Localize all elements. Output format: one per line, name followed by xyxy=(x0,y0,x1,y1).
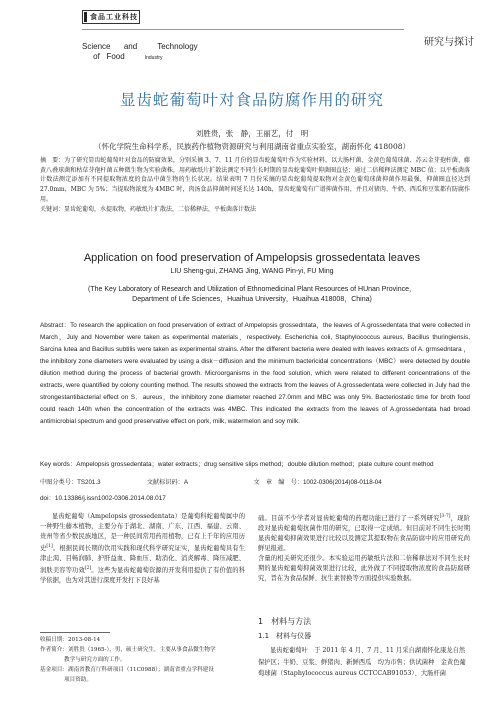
affiliation: （怀化学院生命科学系，民族药作植物资源研究与利用湖南省重点实验室，湖南怀化 418008） xyxy=(93,142,410,151)
paper-title: 显齿蛇葡萄叶对食品防腐作用的研究 xyxy=(119,91,384,109)
english-title: Application on food preservation of Ampelopsis grossedentata leaves xyxy=(83,252,421,264)
body-left-column: 显齿蛇葡萄（Ampelopsis grossedentata）是葡萄科蛇葡萄属中的一种野生藤本植物，主要分布于湖北、湖南、广东、江西、福建、云南、贵州等省少数民族地区，是一种民间常用药用植物，已有上千年的应用历史[1]。根据民间长期的饮用实践和现代科学研究证实，显齿蛇葡萄具有生津止渴、目畅润肺、护肝益血、降血压、助消化、消炎解毒、降压减肥、润肤美容等功效[2]。这些为显齿蛇葡萄资源的开发利用提供了有价值的科学依据，也为对其进行深度开发打下良好基 xyxy=(40,513,246,585)
footnote: 收稿日期：2013-08-14 作者简介：刘胜贵（1965-），男，硕士研究生，主要从事食品微生物学 教学与研究方面的工作。 基金项目：湖南省教育厅科研项目（11C0988）；湖南省重点学科建设 项目资助。 xyxy=(40,637,216,683)
section-heading-1-1: 1.1 材料与仪器 xyxy=(258,632,312,640)
doi: doi：10.13386/j.issn1002-0306.2014.08.017 xyxy=(40,495,166,502)
classification-meta: 中图分类号：TS201.3 文献标识码：A 文 章 编 号：1002-0306(2014)08-0118-04 xyxy=(40,479,382,486)
abstract-cn xyxy=(40,156,470,214)
header-rule xyxy=(82,29,404,30)
section-label: 研究与探讨 xyxy=(424,37,474,48)
abstract-cn-text: 摘 要：为了研究显齿蛇葡萄叶对食品的防腐效果，分别采摘 3、7、11 月份的显齿蛇葡萄叶作为实验材料，以大肠杆菌、金黄色葡萄球菌、苏云金芽孢杆菌、藤黄八叠球菌和枯草芽孢杆菌五种微生物为实验菌株，用药敏纸片扩散法测定不同生长时期的显齿蛇葡萄叶抑菌圈直径；通过二倍稀释法测定 MBC 值；以平板菌落计数法测定添加有不同提取物浓度的食品中菌生物的生长状况。结果表明 7 月份采摘的显齿蛇葡萄提取物对金黄色葡萄球菌抑菌作用最强，抑菌圈直径达到 27.0mm，MBC 为 5%；当提取物浓度为 4MBC 时，肉汤食品抑菌时间延长达 140h，显齿蛇葡萄有广谱抑菌作用，并且对猪肉、牛奶、西瓜和豆浆都有防腐作用。 xyxy=(40,157,470,203)
journal-name-en: Science and Technology of Food Industry xyxy=(82,42,198,61)
authors: 刘胜贵，张 静，王丽艺，付 明 xyxy=(195,129,309,138)
keywords-cn: 关键词：显齿蛇葡萄，水提取物，药敏纸片扩散法，二倍稀释法，平板菌落计数法 xyxy=(40,205,257,213)
footnote-rule xyxy=(40,632,110,633)
keywords-en: Key words：Ampelopsis grossedentata；water extracts；drug sensitive slips method；double dilution method；plate culture count method xyxy=(40,461,434,468)
journal-logo-text: 食品工业科技 xyxy=(90,13,138,21)
english-authors: LIU Sheng-gui, ZHANG Jing, WANG Pin-yi, FU Ming xyxy=(170,268,334,275)
body-right-column: 础。目前不少学者对显齿蛇葡萄的药理功能已进行了一系列研究[3-7]，现阶段对显齿蛇葡萄抗菌作用的研究，已取得一定成绩。但目前对不同生长时期显齿蛇葡萄抑菌效果进行比较以及测定其提取物在食品防腐中的应用研究尚鲜见报道。 含量的相关研究还很少。本实验运用药敏纸片法和二倍稀释法对不同生长时期的显齿蛇葡萄抑菌效果进行比较，此外做了不同提取物浓度的食品防腐研究，旨在为食品保鲜、抗生素替换等方面提供实验数据。 xyxy=(258,514,471,583)
section-heading-1: 1 材料与方法 xyxy=(258,617,312,626)
journal-logo xyxy=(82,10,140,24)
english-affiliation: (The Key Laboratory of Research and Utilization of Ethnomedicinal Plant Resources of HUnan Province， Department of Life Sciences，Huaihua University，Huaihua 418008，China) xyxy=(88,286,416,303)
section-1-1-text: 显齿蛇葡萄叶 于 2011 年 4 月、7 月、11 月采自湖南怀化康龙自然保护区；牛奶、豆浆、鲜猪肉、新鲜西瓜 均为市售；供试菌种 金黄色葡萄球菌（Staphylococcus aureus CCTCCAB91053）、大肠杆菌 xyxy=(258,647,466,677)
abstract-en: Abstract：To research the application on food preservation of extract of Ampelopsis grossedntata，the leaves of A.grossedentata that were collected in March，July and November were taken as experimental materials，respectively. Escherichia coli, Staphylococcus aureus, Bacillus thuringiensis, Sarcina lutea and Bacillus subtilis were taken as experimental strains. After the different bacteria were dealed with leaves extracts of A. grmsedntara ，the inhibitory zone diameters were evaluated by using a disk－diffusion and the minimum bactericidal concentrations（MBC）were detected by double dilution method during the process of bacterial growth. Microorganisms in the food solution, which were related to different concentrations of the extracts, were quantified by colony counting method. The results showed the extracts from the leaves of A.grossedentata were collected in July had the strongestantibacterial effect on S．aureus，the inhibitory zone diameter reached 27.0mm and MBC was only 5%. Bacteriostatic time for broth food could reach 140h when the concentration of the extracts was 4MBC. This indicated the extracts from the leaves of A.grossedentata had broad antimicrobial spectrum and good preservative effect on pork, milk, watermelon and soy milk. xyxy=(40,322,470,425)
logo-mark-icon xyxy=(84,12,87,22)
